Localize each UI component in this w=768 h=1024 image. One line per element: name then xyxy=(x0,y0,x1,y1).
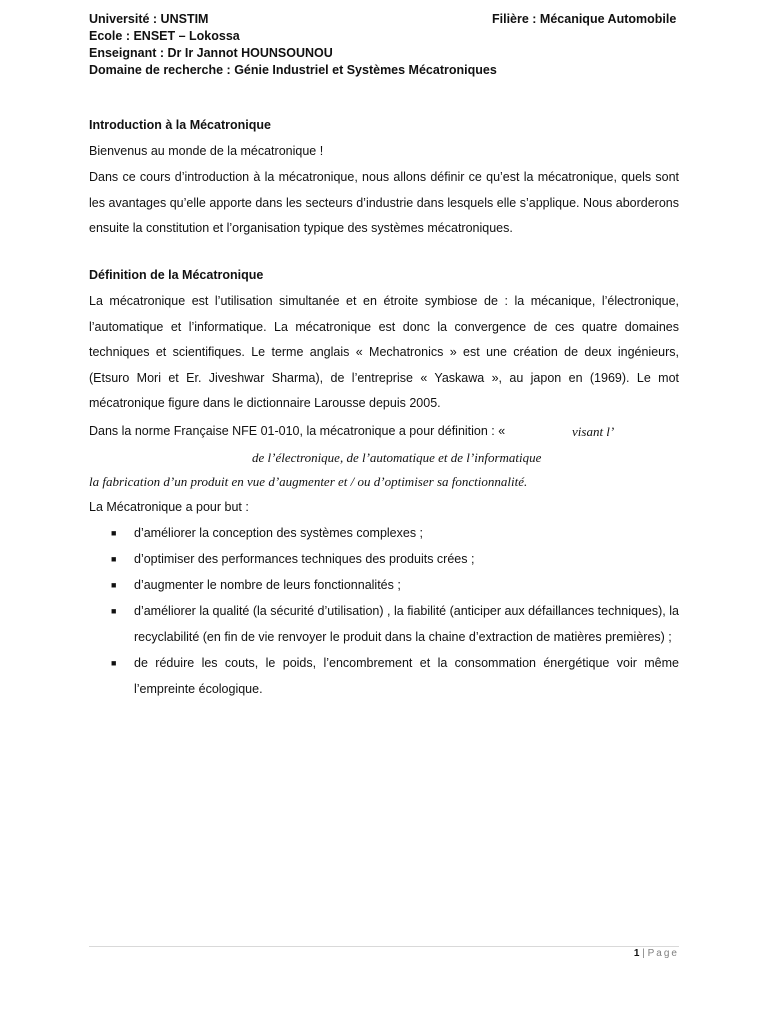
quote-fragment-2: de l’électronique, de l’automatique et de l’informatique xyxy=(252,450,542,465)
square-bullet-icon: ■ xyxy=(111,554,117,564)
list-item xyxy=(89,598,679,650)
footer-separator: | xyxy=(642,948,645,959)
page-label: Page xyxy=(647,948,679,959)
definition-heading: Définition de la Mécatronique xyxy=(89,268,264,282)
list-item xyxy=(89,650,679,702)
welcome-line: Bienvenus au monde de la mécatronique ! xyxy=(89,144,324,158)
goals-list xyxy=(89,520,679,702)
square-bullet-icon: ■ xyxy=(111,606,117,616)
definition-paragraph: La mécatronique est l’utilisation simultanée et en étroite symbiose de : la mécanique, l’électronique, l’automatique et l’informatique. La mécatronique est donc la convergence de ces quatre domaines techniques et scientifiques. Le terme anglais « Mechatronics » est une création de deux ingénieurs, (Etsuro Mori et Er. Jiveshwar Sharma), de l’entreprise « Yaskawa », au japon en (1969). Le mot mécatronique figure dans le dictionnaire Larousse depuis 2005. xyxy=(89,294,679,411)
square-bullet-icon: ■ xyxy=(111,580,117,590)
intro-paragraph: Dans ce cours d’introduction à la mécatronique, nous allons définir ce qu’est la mécatronique, quels sont les avantages qu’elle apporte dans les secteurs d’industrie dans lesquels elle s’applique. Nous aborderons ensuite la constitution et l’organisation typique des systèmes mécatroniques. xyxy=(89,170,679,236)
quote-fragment-1: visant l’ xyxy=(572,424,615,439)
list-item xyxy=(89,546,679,572)
footer-divider xyxy=(89,946,679,947)
list-item-text: d’améliorer la qualité (la sécurité d’utilisation) , la fiabilité (anticiper aux défaillances techniques), la recyclabilité (en fin de vie renvoyer le produit dans la chaine d’extraction de matières premières) ; xyxy=(134,604,679,644)
list-item-text: de réduire les couts, le poids, l’encombrement et la consommation énergétique voir même l’empreinte écologique. xyxy=(134,656,679,696)
university-label: Université : UNSTIM xyxy=(89,12,209,26)
page-number: 1 xyxy=(633,948,640,959)
filiere-label: Filière : Mécanique Automobile xyxy=(492,12,677,26)
quote-fragment-3: la fabrication d’un produit en vue d’augmenter et / ou d’optimiser sa fonctionnalité. xyxy=(89,474,528,489)
norme-line: Dans la norme Française NFE 01-010, la mécatronique a pour définition : « xyxy=(89,424,506,438)
list-item-text: d’optimiser des performances techniques des produits crées ; xyxy=(134,552,475,566)
research-domain-label: Domaine de recherche : Génie Industriel et Systèmes Mécatroniques xyxy=(89,63,497,77)
page-footer xyxy=(560,948,679,959)
list-item xyxy=(89,520,679,546)
school-label: Ecole : ENSET – Lokossa xyxy=(89,29,240,43)
intro-heading: Introduction à la Mécatronique xyxy=(89,118,271,132)
list-item xyxy=(89,572,679,598)
list-item-text: d’augmenter le nombre de leurs fonctionnalités ; xyxy=(134,578,401,592)
list-item-text: d’améliorer la conception des systèmes complexes ; xyxy=(134,526,424,540)
teacher-label: Enseignant : Dr Ir Jannot HOUNSOUNOU xyxy=(89,46,333,60)
square-bullet-icon: ■ xyxy=(111,528,117,538)
but-intro: La Mécatronique a pour but : xyxy=(89,500,249,514)
square-bullet-icon: ■ xyxy=(111,658,117,668)
